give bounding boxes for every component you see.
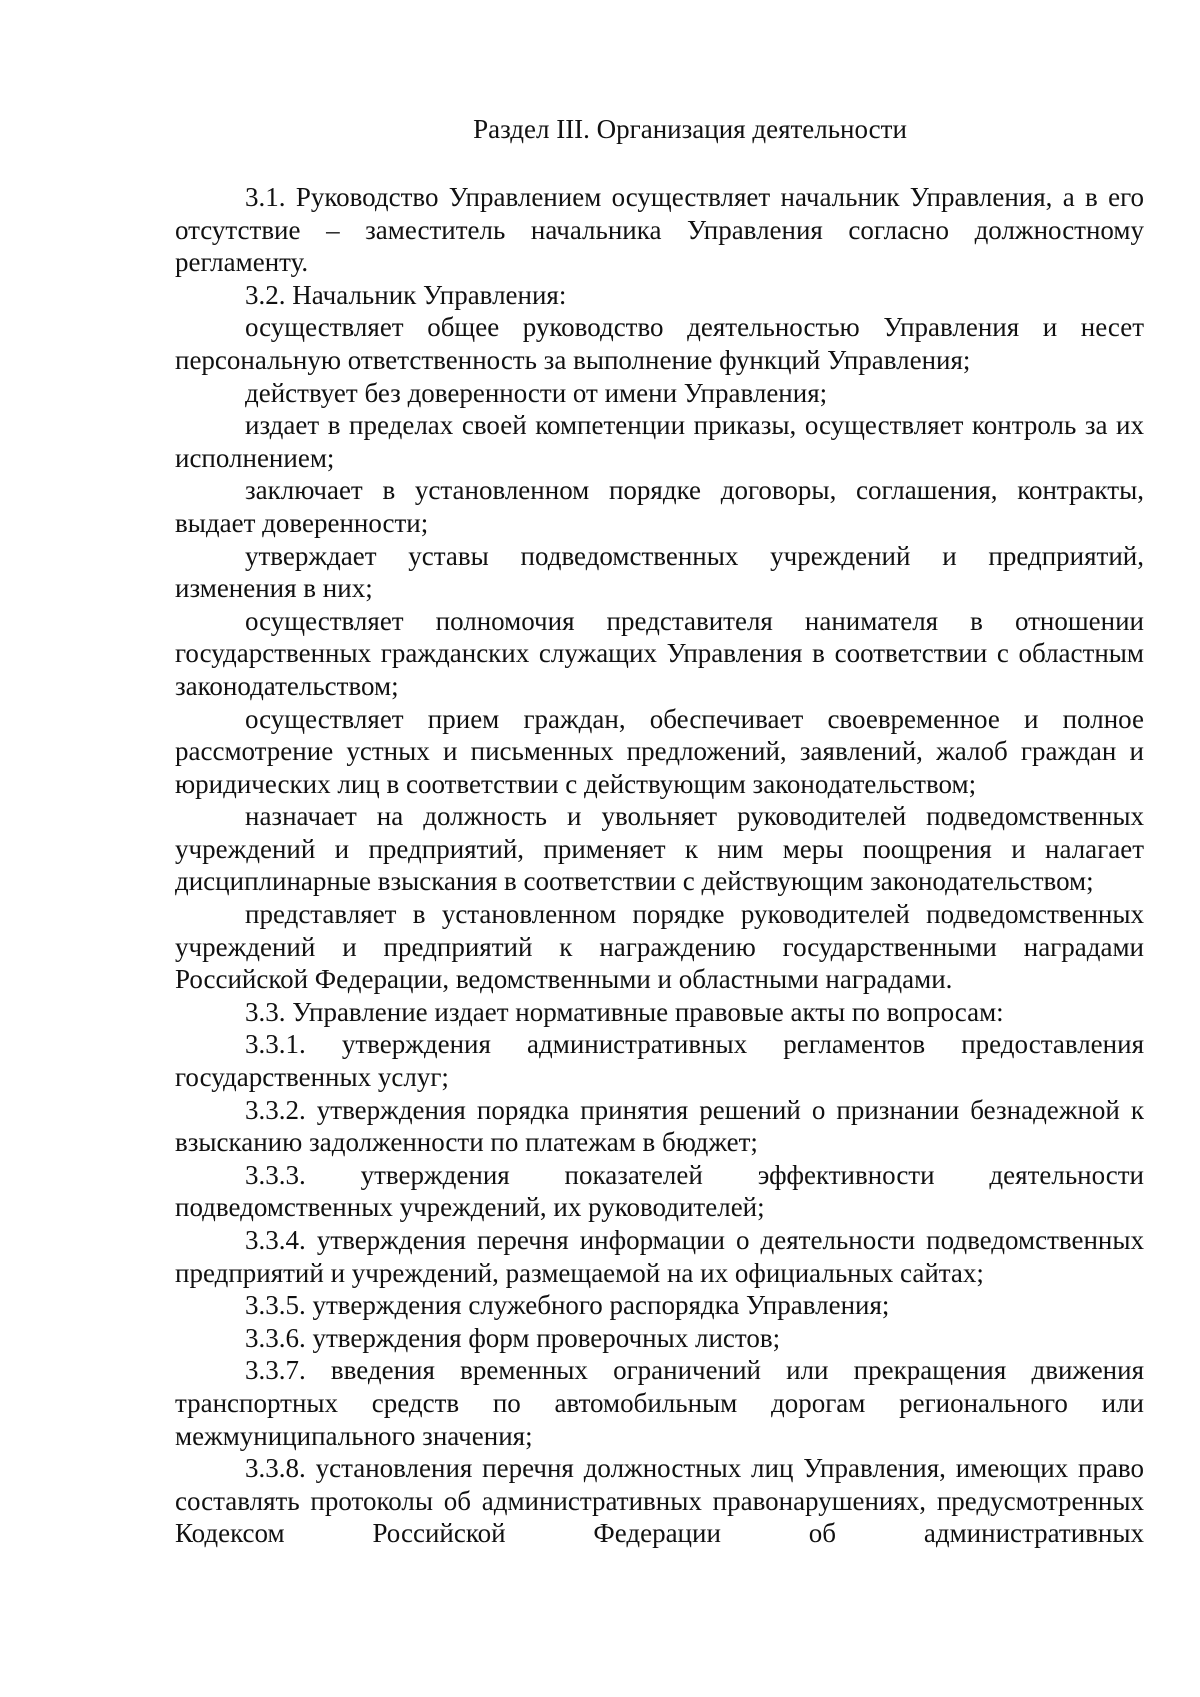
paragraph-citizen-reception: осуществляет прием граждан, обеспечивает своевременное и полное рассмотрение устных и письменных предложений, заявлений, жалоб граждан и юридических лиц в соответствии с действующим законодательством;: [175, 703, 1144, 799]
document-body: [175, 181, 1144, 1550]
paragraph-employer-powers: осуществляет полномочия представителя нанимателя в отношении государственных гражданских служащих Управления в соответствии с областным законодательством;: [175, 605, 1144, 701]
paragraph-no-proxy: действует без доверенности от имени Управления;: [245, 377, 828, 408]
paragraph-general-management: осуществляет общее руководство деятельностью Управления и несет персональную ответственность за выполнение функций Управления;: [175, 312, 1144, 375]
paragraph-3-3-6: 3.3.6. утверждения форм проверочных листов;: [245, 1322, 781, 1353]
paragraph-3-3-2: 3.3.2. утверждения порядка принятия решений о признании безнадежной к взысканию задолженности по платежам в бюджет;: [175, 1094, 1144, 1158]
paragraph-3-3-4: 3.3.4. утверждения перечня информации о деятельности подведомственных предприятий и учреждений, размещаемой на их официальных сайтах;: [175, 1225, 1144, 1288]
paragraph-3-3-7: 3.3.7. введения временных ограничений или прекращения движения транспортных средств по автомобильным дорогам регионального или межмуниципального значения;: [175, 1355, 1144, 1451]
paragraph-orders: издает в пределах своей компетенции приказы, осуществляет контроль за их исполнением;: [175, 410, 1144, 473]
paragraph-charters: утверждает уставы подведомственных учреждений и предприятий, изменения в них;: [175, 540, 1144, 604]
paragraph-contracts: заключает в установленном порядке договоры, соглашения, контракты, выдает доверенности;: [175, 475, 1144, 538]
paragraph-3-3-8: 3.3.8. установления перечня должностных лиц Управления, имеющих право составлять протоколы об административных правонарушениях, предусмотренных Кодексом Российской Федерации об административных: [175, 1453, 1144, 1549]
paragraph-3-3: 3.3. Управление издает нормативные правовые акты по вопросам:: [245, 996, 1004, 1027]
paragraph-3-1: 3.1. Руководство Управлением осуществляет начальник Управления, а в его отсутствие – заместитель начальника Управления согласно должностному регламенту.: [175, 182, 1144, 278]
paragraph-3-2: 3.2. Начальник Управления:: [245, 279, 567, 310]
paragraph-3-3-3: 3.3.3. утверждения показателей эффективности деятельности подведомственных учреждений, их руководителей;: [175, 1159, 1144, 1223]
paragraph-3-3-5: 3.3.5. утверждения служебного распорядка Управления;: [245, 1290, 890, 1321]
paragraph-appointments: назначает на должность и увольняет руководителей подведомственных учреждений и предприятий, применяет к ним меры поощрения и налагает дисциплинарные взыскания в соответствии с действующим законодательством;: [175, 801, 1144, 897]
paragraph-awards: представляет в установленном порядке руководителей подведомственных учреждений и предприятий к награждению государственными наградами Российской Федерации, ведомственными и областными наградами.: [175, 899, 1144, 995]
section-title: Раздел III. Организация деятельности: [473, 114, 907, 144]
paragraph-3-3-1: 3.3.1. утверждения административных регламентов предоставления государственных услуг;: [175, 1029, 1144, 1093]
